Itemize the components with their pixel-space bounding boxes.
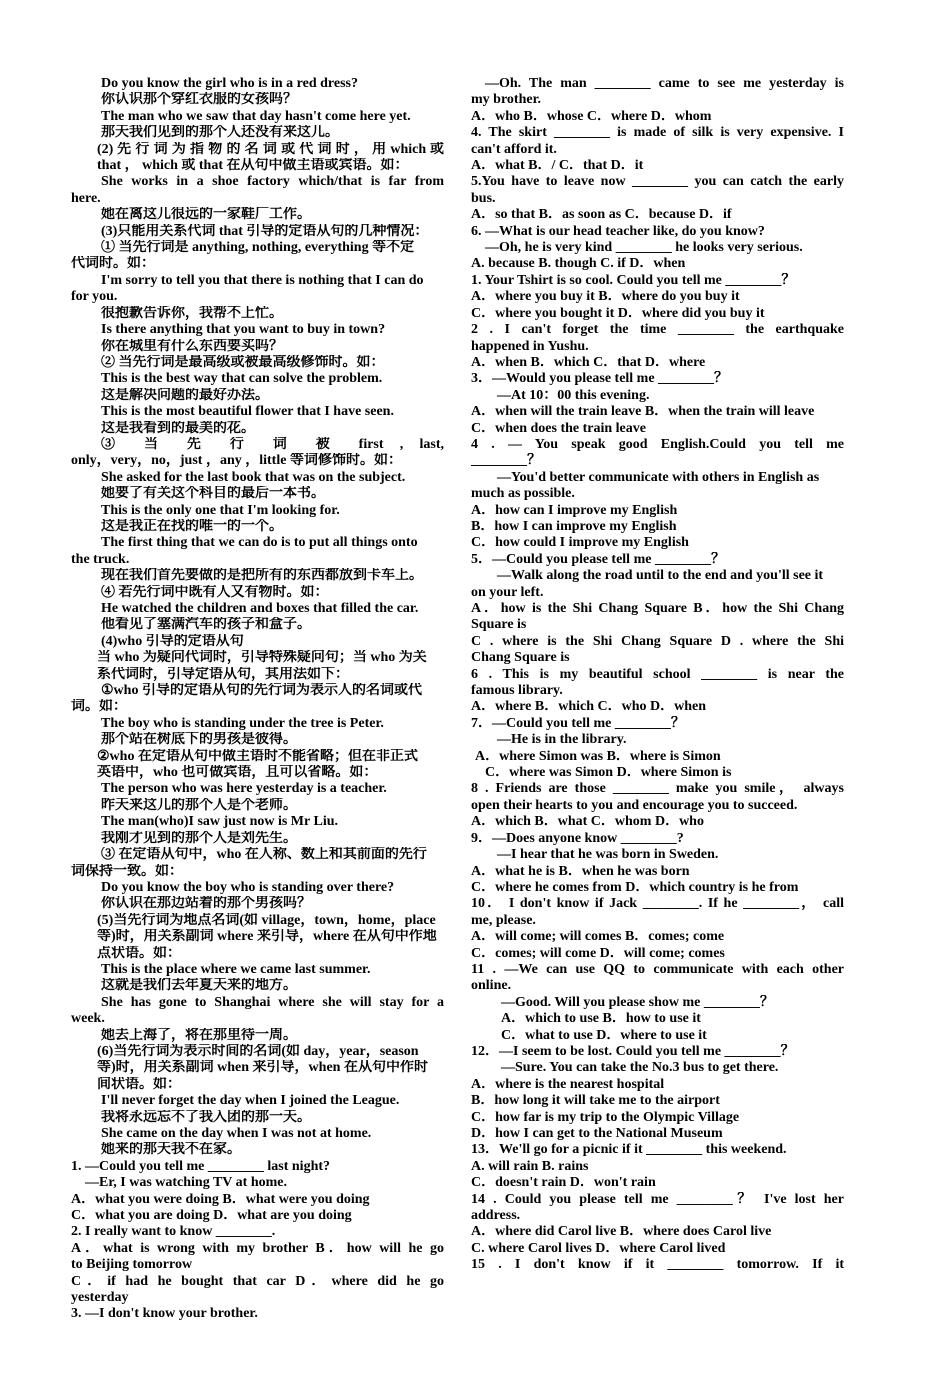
right-text-line: —Good. Will you please show me ________？ (501, 994, 774, 1010)
left-text-line: 等)时，用关系副词 where 来引导，where 在从句中作地 (97, 929, 437, 945)
right-text-line: A．when B．which C．that D．where (471, 354, 706, 370)
right-text-line: 13．We'll go for a picnic if it ________ this weekend. (471, 1142, 787, 1158)
right-text-line: much as possible. (471, 486, 575, 502)
right-text-line: 9．—Does anyone know ________? (471, 830, 684, 846)
right-text-line: A．where Simon was B．where is Simon (475, 748, 721, 764)
left-text-line: She asked for the last book that was on the subject. (101, 469, 406, 485)
left-text-line: ①who 引导的定语从句的先行词为表示人的名词或代 (101, 683, 422, 699)
right-text-line: 8 . Friends are those ________ make you smile， always (471, 781, 844, 797)
right-text-line: A．when will the train leave B．when the train will leave (471, 404, 815, 420)
right-text-line: —I hear that he was born in Sweden. (497, 847, 719, 863)
left-text-line: only，very，no，just ，any ，little 等词修饰时。如： (71, 453, 402, 469)
right-text-line: C . where is the Shi Chang Square D . where the Shi (471, 633, 844, 649)
left-text-line: A．what is wrong with my brother B．how will he go (71, 1240, 444, 1256)
left-text-line: I'm sorry to tell you that there is nothing that I can do (101, 272, 424, 288)
right-text-line: A．how can I improve my English (471, 502, 678, 518)
left-text-line: 那个站在树底下的男孩是彼得。 (101, 732, 297, 748)
left-text-line: 词保持一致。如： (71, 863, 183, 879)
left-text-line: She came on the day when I was not at home. (101, 1126, 372, 1141)
right-text-line: C．what to use D．where to use it (501, 1027, 707, 1043)
left-text-line: 你认识那个穿红衣服的女孩吗？ (101, 92, 297, 108)
left-text-line: This is the only one that I'm looking for. (101, 502, 340, 518)
right-text-line: famous library. (471, 683, 563, 699)
left-text-line: (6)当先行词为表示时间的名词(如 day，year，season (97, 1043, 419, 1059)
right-text-line: A．where is the nearest hospital (471, 1076, 665, 1092)
left-text-line: 她要了有关这个科目的最后一本书。 (101, 486, 325, 502)
right-text-line: A．where B．which C．who D．when (471, 699, 707, 715)
left-text-line: here. (71, 190, 101, 206)
right-text-line: 5．—Could you please tell me ________？ (471, 551, 725, 567)
right-text-line: open their hearts to you and encourage you to succeed. (471, 797, 798, 813)
left-text-line: 他看见了塞满汽车的孩子和盒子。 (101, 617, 311, 633)
left-text-line: 这是解决问题的最好办法。 (101, 387, 269, 403)
right-text-line: 4. The skirt ________ is made of silk is very expensive. I (471, 125, 844, 141)
right-text-line: 12．—I seem to be lost. Could you tell me ________？ (471, 1043, 795, 1059)
left-text-line: This is the place where we came last summer. (101, 961, 371, 977)
left-text-line: the truck. (71, 551, 130, 567)
right-text-line: 14 . Could you please tell me ________？ I've lost her (471, 1191, 844, 1207)
left-text-line: (4)who 引导的定语从句 (101, 633, 244, 649)
left-text-column (71, 76, 444, 1323)
left-text-line: A．what you were doing B．what were you doing (71, 1191, 370, 1207)
left-text-line: —Er, I was watching TV at home. (85, 1175, 287, 1191)
left-text-line: ② 当先行词是最高级或被最高级修饰时。如： (101, 354, 385, 370)
left-text-line: The man who we saw that day hasn't come here yet. (101, 108, 411, 124)
right-text-line: Square is (471, 617, 527, 633)
right-text-line: C．when does the train leave (471, 420, 646, 436)
right-text-line: 3．—Would you please tell me ________？ (471, 371, 729, 387)
left-text-line: 我将永远忘不了我入团的那一天。 (101, 1109, 311, 1125)
right-text-line: can't afford it. (471, 141, 557, 157)
left-text-line: 这是我正在找的唯一的一个。 (101, 518, 283, 534)
right-text-line: C．doesn't rain D．won't rain (471, 1175, 656, 1191)
right-text-line: —He is in the library. (497, 732, 627, 748)
right-text-line: C．where you bought it D．where did you buy it (471, 305, 765, 321)
left-text-line: This is the best way that can solve the problem. (101, 371, 383, 387)
left-text-line: 1. —Could you tell me ________ last night? (71, 1158, 331, 1174)
right-text-line: A．where did Carol live B．where does Carol live (471, 1224, 772, 1240)
left-text-line: Do you know the boy who is standing over there? (101, 879, 395, 895)
left-text-line: Do you know the girl who is in a red dress? (101, 76, 358, 91)
right-text-line: C．where he comes from D．which country is he from (471, 879, 799, 895)
left-text-line: ④ 若先行词中既有人又有物时。如： (101, 584, 329, 600)
right-text-line: C．how far is my trip to the Olympic Village (471, 1109, 740, 1125)
left-text-line: 3. —I don't know your brother. (71, 1306, 258, 1322)
left-text-line: C．if had he bought that car D．where did he go (71, 1273, 444, 1289)
right-text-line: A．so that B．as soon as C．because D．if (471, 207, 732, 223)
left-text-line: (5)当先行词为地点名词(如 village，town，home，place (97, 912, 436, 928)
right-text-line: —Sure. You can take the No.3 bus to get there. (501, 1060, 779, 1076)
left-text-line: She has gone to Shanghai where she will stay for a (101, 994, 444, 1010)
left-text-line: 昨天来这儿的那个人是个老师。 (101, 797, 297, 813)
left-text-line: 词。如： (71, 699, 127, 715)
left-text-line: ②who 在定语从句中做主语时不能省略；但在非正式 (97, 748, 418, 764)
right-text-line: —Oh, he is very kind ________ he looks very serious. (485, 240, 803, 256)
right-text-line: C．comes; will come D．will come; comes (471, 945, 725, 961)
right-text-line: 7．—Could you tell me ________？ (471, 715, 685, 731)
left-text-line: She works in a shoe factory which/that is far from (101, 174, 444, 190)
right-text-line: A. because B. though C. if D．when (471, 256, 686, 272)
right-text-line: bus. (471, 190, 496, 206)
right-text-line: 4 . — You speak good English.Could you tell me (471, 436, 844, 452)
left-text-line: This is the most beautiful flower that I have seen. (101, 404, 394, 420)
left-text-line: to Beijing tomorrow (71, 1257, 193, 1273)
right-text-line: 6. —What is our head teacher like, do you know? (471, 223, 765, 239)
right-text-line: D．how I can get to the National Museum (471, 1126, 723, 1141)
right-text-line: B．how long it will take me to the airport (471, 1093, 720, 1109)
left-text-line: He watched the children and boxes that filled the car. (101, 601, 419, 616)
right-text-line: A．which to use B．how to use it (501, 1011, 701, 1027)
left-text-line: I'll never forget the day when I joined the League. (101, 1093, 400, 1109)
right-text-line: my brother. (471, 92, 541, 108)
left-text-line: 那天我们见到的那个人还没有来这儿。 (101, 125, 339, 141)
left-text-line: 间状语。如： (97, 1076, 181, 1092)
right-text-line: A．who B．whose C．where D．whom (471, 108, 712, 124)
left-text-line: 这是我看到的最美的花。 (101, 420, 255, 436)
left-text-line: (3)只能用关系代词 that 引导的定语从句的几种情况： (101, 223, 429, 239)
left-text-line: ① 当先行词是 anything, nothing, everything 等不定 (101, 240, 415, 256)
left-text-line: week. (71, 1011, 105, 1027)
left-text-line: The man(who)I saw just now is Mr Liu. (101, 814, 338, 830)
right-text-line: C．where was Simon D．where Simon is (485, 765, 732, 781)
right-text-line: 1. Your Tshirt is so cool. Could you tell me ________？ (471, 272, 796, 288)
left-text-line: The person who was here yesterday is a teacher. (101, 781, 387, 797)
left-text-line: ③ 在定语从句中，who 在人称、数上和其前面的先行 (101, 847, 427, 863)
right-text-line: A．which B．what C．whom D．who (471, 814, 704, 830)
right-text-line: A．what B．/ C．that D．it (471, 158, 644, 174)
right-text-line: 2 . I can't forget the time ________ the earthquake (471, 322, 844, 338)
right-text-column (471, 76, 844, 1274)
right-text-line: me, please. (471, 912, 536, 928)
left-text-line: 她来的那天我不在家。 (101, 1142, 241, 1158)
right-text-line: ________？ (471, 453, 541, 469)
left-text-line: 你在城里有什么东西要买吗？ (101, 338, 283, 354)
left-text-line: C．what you are doing D．what are you doing (71, 1208, 352, 1224)
left-text-line: 当 who 为疑问代词时，引导特殊疑问句；当 who 为关 (97, 650, 427, 666)
right-text-line: on your left. (471, 584, 544, 600)
left-text-line: 现在我们首先要做的是把所有的东西都放到卡车上。 (101, 568, 423, 584)
right-text-line: 6 . This is my beautiful school ________ is near the (471, 666, 844, 682)
left-text-line: Is there anything that you want to buy in town? (101, 322, 386, 338)
right-text-line: —You'd better communicate with others in English as (497, 469, 820, 485)
left-text-line: ③ 当 先 行 词 被 first , last, (101, 436, 444, 452)
left-text-line: 代词时。如： (71, 256, 155, 272)
right-text-line: 5.You have to leave now ________ you can catch the early (471, 174, 844, 190)
right-text-line: address. (471, 1208, 521, 1224)
left-text-line: 2. I really want to know ________. (71, 1224, 276, 1240)
right-text-line: 15 . I don't know if it ________ tomorrow. If it (471, 1257, 844, 1273)
left-text-line: 你认识在那边站着的那个男孩吗？ (101, 896, 311, 912)
right-text-line: C．how could I improve my English (471, 535, 689, 551)
right-text-line: A. will rain B. rains (471, 1158, 589, 1174)
right-text-line: B．how I can improve my English (471, 518, 677, 534)
left-text-line: yesterday (71, 1290, 129, 1306)
right-text-line: A．what he is B．when he was born (471, 863, 690, 879)
left-text-line: 她去上海了，将在那里待一周。 (101, 1027, 297, 1043)
left-text-line: 英语中，who 也可做宾语，且可以省略。如： (97, 765, 378, 781)
left-text-line: that ， which 或 that 在从句中做主语或宾语。如： (97, 158, 409, 174)
left-text-line: (2) 先 行 词 为 指 物 的 名 词 或 代 词 时 ， 用 which 或 (97, 141, 444, 157)
left-text-line: 点状语。如： (97, 945, 181, 961)
left-text-line: 很抱歉告诉你，我帮不上忙。 (101, 305, 283, 321)
right-text-line: Chang Square is (471, 650, 570, 666)
left-text-line: The boy who is standing under the tree is Peter. (101, 715, 384, 731)
left-text-line: 她在离这儿很远的一家鞋厂工作。 (101, 207, 311, 223)
right-text-line: 11 . —We can use QQ to communicate with each other (471, 961, 844, 977)
right-text-line: 10． I don't know if Jack ________. If he ________， call (471, 896, 844, 912)
right-text-line: A．will come; will comes B．comes; come (471, 929, 725, 945)
right-text-line: A．how is the Shi Chang Square B．how the Shi Chang (471, 601, 844, 616)
left-text-line: The first thing that we can do is to put all things onto (101, 535, 418, 551)
right-text-line: —At 10：00 this evening. (497, 387, 650, 403)
right-text-line: happened in Yushu. (471, 338, 589, 354)
left-text-line: 系代词时，引导定语从句，其用法如下： (97, 666, 349, 682)
left-text-line: for you. (71, 289, 118, 305)
right-text-line: A．where you buy it B．where do you buy it (471, 289, 740, 305)
right-text-line: C. where Carol lives D．where Carol lived (471, 1240, 726, 1256)
left-text-line: 等)时，用关系副词 when 来引导，when 在从句中作时 (97, 1060, 428, 1076)
right-text-line: —Walk along the road until to the end and you'll see it (497, 568, 824, 584)
left-text-line: 这就是我们去年夏天来的地方。 (101, 978, 297, 994)
right-text-line: online. (471, 978, 512, 994)
left-text-line: 我刚才见到的那个人是刘先生。 (101, 830, 297, 846)
right-text-line: —Oh. The man ________ came to see me yesterday is (485, 76, 844, 91)
